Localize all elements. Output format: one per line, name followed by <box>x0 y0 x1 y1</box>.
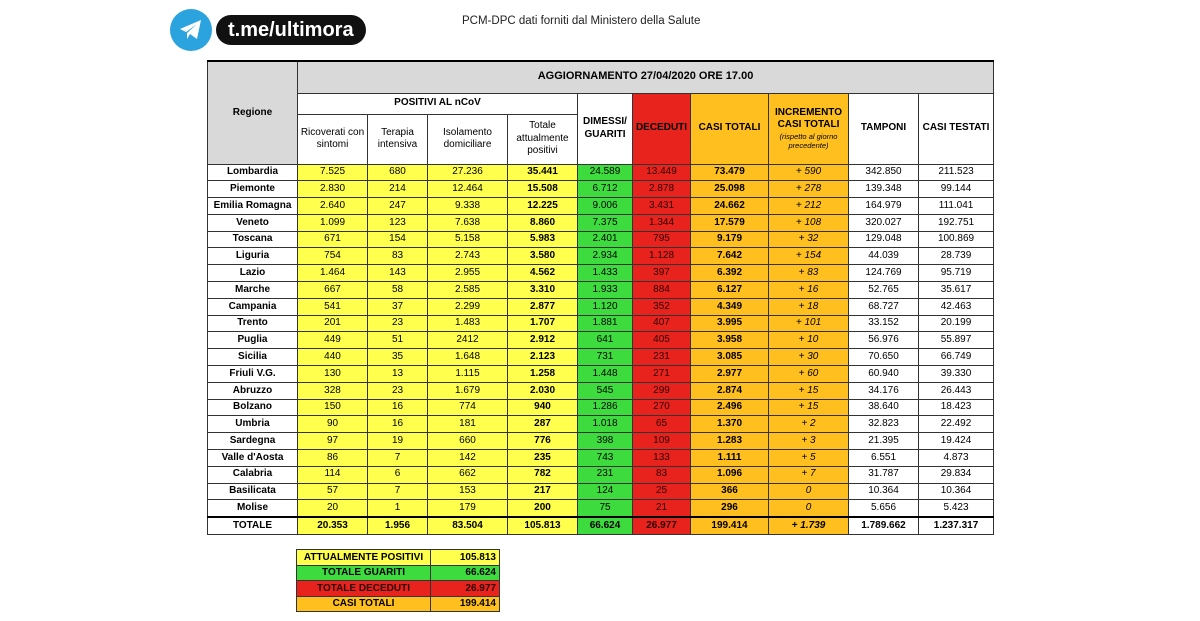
cell-deceduti: 21 <box>633 500 691 517</box>
cell-casi-totali: 24.662 <box>691 198 769 215</box>
cell-ricoverati: 114 <box>298 466 368 483</box>
cell-casi-totali: 9.179 <box>691 231 769 248</box>
header-ricoverati: Ricoverati con sintomi <box>298 114 368 164</box>
cell-tamponi: 32.823 <box>849 416 919 433</box>
cell-terapia: 37 <box>368 298 428 315</box>
cell-incremento: + 101 <box>769 315 849 332</box>
cell-ricoverati: 1.099 <box>298 214 368 231</box>
total-region: TOTALE <box>208 517 298 535</box>
header-casi-testati: CASI TESTATI <box>919 93 994 164</box>
cell-casi-totali: 25.098 <box>691 181 769 198</box>
cell-isolamento: 153 <box>428 483 508 500</box>
total-row <box>208 517 994 535</box>
cell-casi-testati: 22.492 <box>919 416 994 433</box>
total-casi-testati: 1.237.317 <box>919 517 994 535</box>
cell-casi-testati: 111.041 <box>919 198 994 215</box>
cell-tamponi: 52.765 <box>849 282 919 299</box>
cell-deceduti: 884 <box>633 282 691 299</box>
cell-casi-testati: 10.364 <box>919 483 994 500</box>
cell-incremento: + 3 <box>769 433 849 450</box>
cell-casi-testati: 26.443 <box>919 382 994 399</box>
cell-dimessi: 1.933 <box>578 282 633 299</box>
table-title: AGGIORNAMENTO 27/04/2020 ORE 17.00 <box>298 61 994 93</box>
cell-terapia: 13 <box>368 366 428 383</box>
cell-ricoverati: 2.640 <box>298 198 368 215</box>
cell-tamponi: 6.551 <box>849 450 919 467</box>
cell-casi-totali: 3.085 <box>691 349 769 366</box>
cell-region: Umbria <box>208 416 298 433</box>
cell-totale-positivi: 15.508 <box>508 181 578 198</box>
header-dimessi: DIMESSI/ GUARITI <box>578 93 633 164</box>
cell-incremento: + 60 <box>769 366 849 383</box>
table-row <box>208 349 994 366</box>
cell-region: Sardegna <box>208 433 298 450</box>
cell-incremento: + 16 <box>769 282 849 299</box>
cell-incremento: + 2 <box>769 416 849 433</box>
cell-deceduti: 405 <box>633 332 691 349</box>
table-row <box>208 181 994 198</box>
cell-isolamento: 142 <box>428 450 508 467</box>
cell-incremento: + 18 <box>769 298 849 315</box>
cell-isolamento: 7.638 <box>428 214 508 231</box>
table-row <box>208 315 994 332</box>
cell-dimessi: 24.589 <box>578 164 633 181</box>
cell-casi-testati: 95.719 <box>919 265 994 282</box>
cell-casi-totali: 6.392 <box>691 265 769 282</box>
cell-casi-totali: 3.995 <box>691 315 769 332</box>
cell-casi-totali: 4.349 <box>691 298 769 315</box>
summary-label: TOTALE DECEDUTI <box>297 581 431 597</box>
cell-incremento: + 590 <box>769 164 849 181</box>
cell-totale-positivi: 4.562 <box>508 265 578 282</box>
cell-incremento: 0 <box>769 483 849 500</box>
total-totale-positivi: 105.813 <box>508 517 578 535</box>
cell-tamponi: 164.979 <box>849 198 919 215</box>
cell-region: Campania <box>208 298 298 315</box>
summary-label: ATTUALMENTE POSITIVI <box>297 550 431 566</box>
cell-dimessi: 731 <box>578 349 633 366</box>
cell-tamponi: 70.650 <box>849 349 919 366</box>
header-terapia: Terapia intensiva <box>368 114 428 164</box>
cell-dimessi: 2.934 <box>578 248 633 265</box>
cell-dimessi: 124 <box>578 483 633 500</box>
cell-casi-testati: 42.463 <box>919 298 994 315</box>
cell-totale-positivi: 776 <box>508 433 578 450</box>
table-row <box>208 164 994 181</box>
cell-totale-positivi: 2.123 <box>508 349 578 366</box>
cell-casi-testati: 5.423 <box>919 500 994 517</box>
cell-totale-positivi: 2.877 <box>508 298 578 315</box>
cell-dimessi: 1.433 <box>578 265 633 282</box>
cell-terapia: 1 <box>368 500 428 517</box>
cell-region: Piemonte <box>208 181 298 198</box>
cell-dimessi: 1.120 <box>578 298 633 315</box>
cell-terapia: 6 <box>368 466 428 483</box>
cell-casi-testati: 35.617 <box>919 282 994 299</box>
cell-tamponi: 320.027 <box>849 214 919 231</box>
cell-isolamento: 2.299 <box>428 298 508 315</box>
cell-isolamento: 27.236 <box>428 164 508 181</box>
cell-incremento: + 212 <box>769 198 849 215</box>
table-row <box>208 500 994 517</box>
summary-value: 199.414 <box>431 596 500 612</box>
covid-table <box>207 60 994 535</box>
summary-row-totale-guariti <box>297 565 500 581</box>
cell-dimessi: 545 <box>578 382 633 399</box>
cell-totale-positivi: 217 <box>508 483 578 500</box>
total-terapia: 1.956 <box>368 517 428 535</box>
cell-casi-testati: 66.749 <box>919 349 994 366</box>
cell-ricoverati: 130 <box>298 366 368 383</box>
telegram-handle[interactable]: t.me/ultimora <box>216 15 366 45</box>
cell-tamponi: 129.048 <box>849 231 919 248</box>
cell-casi-totali: 6.127 <box>691 282 769 299</box>
cell-isolamento: 2.585 <box>428 282 508 299</box>
cell-tamponi: 38.640 <box>849 399 919 416</box>
cell-deceduti: 1.128 <box>633 248 691 265</box>
cell-tamponi: 33.152 <box>849 315 919 332</box>
cell-casi-totali: 1.111 <box>691 450 769 467</box>
cell-totale-positivi: 2.912 <box>508 332 578 349</box>
cell-dimessi: 743 <box>578 450 633 467</box>
cell-terapia: 58 <box>368 282 428 299</box>
cell-tamponi: 34.176 <box>849 382 919 399</box>
summary-row-totale-deceduti <box>297 581 500 597</box>
source-text: PCM-DPC dati forniti dal Ministero della Salute <box>462 15 701 27</box>
cell-totale-positivi: 200 <box>508 500 578 517</box>
cell-isolamento: 2412 <box>428 332 508 349</box>
cell-totale-positivi: 1.258 <box>508 366 578 383</box>
header-deceduti: DECEDUTI <box>633 93 691 164</box>
table-row <box>208 366 994 383</box>
cell-terapia: 16 <box>368 416 428 433</box>
cell-ricoverati: 7.525 <box>298 164 368 181</box>
cell-totale-positivi: 12.225 <box>508 198 578 215</box>
cell-ricoverati: 754 <box>298 248 368 265</box>
cell-region: Trento <box>208 315 298 332</box>
cell-ricoverati: 90 <box>298 416 368 433</box>
cell-ricoverati: 541 <box>298 298 368 315</box>
table-row <box>208 382 994 399</box>
cell-incremento: + 30 <box>769 349 849 366</box>
cell-terapia: 214 <box>368 181 428 198</box>
cell-terapia: 19 <box>368 433 428 450</box>
cell-tamponi: 342.850 <box>849 164 919 181</box>
cell-totale-positivi: 3.580 <box>508 248 578 265</box>
table-row <box>208 483 994 500</box>
cell-casi-testati: 4.873 <box>919 450 994 467</box>
summary-value: 105.813 <box>431 550 500 566</box>
cell-tamponi: 31.787 <box>849 466 919 483</box>
cell-region: Valle d'Aosta <box>208 450 298 467</box>
cell-incremento: + 83 <box>769 265 849 282</box>
cell-deceduti: 13.449 <box>633 164 691 181</box>
cell-terapia: 123 <box>368 214 428 231</box>
cell-terapia: 23 <box>368 315 428 332</box>
cell-incremento: + 32 <box>769 231 849 248</box>
cell-tamponi: 124.769 <box>849 265 919 282</box>
cell-deceduti: 25 <box>633 483 691 500</box>
cell-isolamento: 12.464 <box>428 181 508 198</box>
cell-isolamento: 1.115 <box>428 366 508 383</box>
cell-terapia: 680 <box>368 164 428 181</box>
cell-tamponi: 60.940 <box>849 366 919 383</box>
cell-casi-totali: 73.479 <box>691 164 769 181</box>
header-casi-totali: CASI TOTALI <box>691 93 769 164</box>
cell-deceduti: 795 <box>633 231 691 248</box>
cell-terapia: 83 <box>368 248 428 265</box>
cell-terapia: 7 <box>368 483 428 500</box>
cell-ricoverati: 2.830 <box>298 181 368 198</box>
summary-label: TOTALE GUARITI <box>297 565 431 581</box>
cell-casi-testati: 192.751 <box>919 214 994 231</box>
cell-casi-testati: 18.423 <box>919 399 994 416</box>
summary-label: CASI TOTALI <box>297 596 431 612</box>
cell-incremento: + 154 <box>769 248 849 265</box>
cell-incremento: + 5 <box>769 450 849 467</box>
cell-dimessi: 1.018 <box>578 416 633 433</box>
table-row <box>208 214 994 231</box>
cell-casi-totali: 2.496 <box>691 399 769 416</box>
cell-totale-positivi: 235 <box>508 450 578 467</box>
cell-casi-testati: 20.199 <box>919 315 994 332</box>
table-row <box>208 231 994 248</box>
cell-terapia: 35 <box>368 349 428 366</box>
summary-value: 66.624 <box>431 565 500 581</box>
cell-region: Emilia Romagna <box>208 198 298 215</box>
total-tamponi: 1.789.662 <box>849 517 919 535</box>
cell-casi-testati: 211.523 <box>919 164 994 181</box>
cell-isolamento: 774 <box>428 399 508 416</box>
cell-region: Sicilia <box>208 349 298 366</box>
cell-terapia: 7 <box>368 450 428 467</box>
telegram-icon <box>170 9 212 51</box>
cell-region: Calabria <box>208 466 298 483</box>
cell-dimessi: 1.881 <box>578 315 633 332</box>
cell-terapia: 143 <box>368 265 428 282</box>
cell-ricoverati: 449 <box>298 332 368 349</box>
total-casi-totali: 199.414 <box>691 517 769 535</box>
cell-casi-totali: 296 <box>691 500 769 517</box>
cell-deceduti: 407 <box>633 315 691 332</box>
cell-ricoverati: 150 <box>298 399 368 416</box>
cell-ricoverati: 20 <box>298 500 368 517</box>
cell-tamponi: 10.364 <box>849 483 919 500</box>
cell-region: Abruzzo <box>208 382 298 399</box>
cell-totale-positivi: 287 <box>508 416 578 433</box>
cell-totale-positivi: 1.707 <box>508 315 578 332</box>
cell-dimessi: 2.401 <box>578 231 633 248</box>
cell-isolamento: 660 <box>428 433 508 450</box>
cell-incremento: + 7 <box>769 466 849 483</box>
summary-box <box>296 549 500 612</box>
cell-deceduti: 1.344 <box>633 214 691 231</box>
table-row <box>208 298 994 315</box>
cell-region: Friuli V.G. <box>208 366 298 383</box>
table-row <box>208 433 994 450</box>
total-incremento: + 1.739 <box>769 517 849 535</box>
table-row <box>208 466 994 483</box>
cell-casi-totali: 1.370 <box>691 416 769 433</box>
cell-dimessi: 6.712 <box>578 181 633 198</box>
cell-region: Bolzano <box>208 399 298 416</box>
cell-isolamento: 1.648 <box>428 349 508 366</box>
header-totale-positivi: Totale attualmente positivi <box>508 114 578 164</box>
cell-casi-testati: 29.834 <box>919 466 994 483</box>
cell-casi-testati: 39.330 <box>919 366 994 383</box>
cell-deceduti: 2.878 <box>633 181 691 198</box>
cell-isolamento: 1.483 <box>428 315 508 332</box>
cell-deceduti: 65 <box>633 416 691 433</box>
summary-value: 26.977 <box>431 581 500 597</box>
cell-casi-totali: 1.096 <box>691 466 769 483</box>
cell-ricoverati: 1.464 <box>298 265 368 282</box>
cell-dimessi: 9.006 <box>578 198 633 215</box>
cell-dimessi: 231 <box>578 466 633 483</box>
cell-casi-totali: 1.283 <box>691 433 769 450</box>
cell-casi-totali: 7.642 <box>691 248 769 265</box>
cell-deceduti: 3.431 <box>633 198 691 215</box>
header-regione: Regione <box>208 61 298 164</box>
cell-region: Puglia <box>208 332 298 349</box>
cell-casi-totali: 17.579 <box>691 214 769 231</box>
cell-terapia: 16 <box>368 399 428 416</box>
cell-casi-totali: 3.958 <box>691 332 769 349</box>
header-incremento-sub: (rispetto al giorno precedente) <box>779 131 838 150</box>
cell-terapia: 51 <box>368 332 428 349</box>
cell-dimessi: 7.375 <box>578 214 633 231</box>
cell-casi-totali: 2.977 <box>691 366 769 383</box>
telegram-badge[interactable] <box>170 9 366 51</box>
cell-region: Lazio <box>208 265 298 282</box>
cell-isolamento: 2.743 <box>428 248 508 265</box>
cell-casi-testati: 28.739 <box>919 248 994 265</box>
cell-deceduti: 299 <box>633 382 691 399</box>
cell-isolamento: 662 <box>428 466 508 483</box>
cell-totale-positivi: 8.860 <box>508 214 578 231</box>
cell-terapia: 154 <box>368 231 428 248</box>
header-incremento-label: INCREMENTO CASI TOTALI <box>774 106 843 131</box>
cell-tamponi: 44.039 <box>849 248 919 265</box>
cell-region: Basilicata <box>208 483 298 500</box>
cell-terapia: 23 <box>368 382 428 399</box>
cell-ricoverati: 671 <box>298 231 368 248</box>
table-row <box>208 265 994 282</box>
cell-region: Lombardia <box>208 164 298 181</box>
cell-totale-positivi: 5.983 <box>508 231 578 248</box>
table-row <box>208 282 994 299</box>
cell-incremento: 0 <box>769 500 849 517</box>
header-isolamento: Isolamento domiciliare <box>428 114 508 164</box>
cell-region: Molise <box>208 500 298 517</box>
cell-deceduti: 270 <box>633 399 691 416</box>
cell-deceduti: 271 <box>633 366 691 383</box>
cell-tamponi: 5.656 <box>849 500 919 517</box>
cell-tamponi: 139.348 <box>849 181 919 198</box>
cell-region: Toscana <box>208 231 298 248</box>
table-row <box>208 198 994 215</box>
cell-casi-testati: 55.897 <box>919 332 994 349</box>
header-tamponi: TAMPONI <box>849 93 919 164</box>
total-deceduti: 26.977 <box>633 517 691 535</box>
cell-tamponi: 21.395 <box>849 433 919 450</box>
cell-deceduti: 133 <box>633 450 691 467</box>
cell-tamponi: 56.976 <box>849 332 919 349</box>
cell-terapia: 247 <box>368 198 428 215</box>
total-isolamento: 83.504 <box>428 517 508 535</box>
header-positivi-group: POSITIVI AL nCoV <box>298 93 578 114</box>
cell-deceduti: 397 <box>633 265 691 282</box>
table-row <box>208 416 994 433</box>
cell-totale-positivi: 940 <box>508 399 578 416</box>
cell-casi-testati: 100.869 <box>919 231 994 248</box>
summary-row-attualmente-positivi <box>297 550 500 566</box>
cell-deceduti: 83 <box>633 466 691 483</box>
cell-totale-positivi: 782 <box>508 466 578 483</box>
cell-casi-totali: 2.874 <box>691 382 769 399</box>
table-row <box>208 332 994 349</box>
cell-incremento: + 278 <box>769 181 849 198</box>
cell-deceduti: 352 <box>633 298 691 315</box>
total-ricoverati: 20.353 <box>298 517 368 535</box>
table-row <box>208 399 994 416</box>
table-body <box>208 164 994 517</box>
cell-incremento: + 15 <box>769 382 849 399</box>
cell-isolamento: 179 <box>428 500 508 517</box>
cell-isolamento: 9.338 <box>428 198 508 215</box>
cell-ricoverati: 667 <box>298 282 368 299</box>
header-incremento <box>769 93 849 164</box>
cell-dimessi: 75 <box>578 500 633 517</box>
cell-isolamento: 2.955 <box>428 265 508 282</box>
cell-ricoverati: 440 <box>298 349 368 366</box>
cell-totale-positivi: 35.441 <box>508 164 578 181</box>
table-row <box>208 248 994 265</box>
cell-incremento: + 15 <box>769 399 849 416</box>
cell-deceduti: 231 <box>633 349 691 366</box>
cell-dimessi: 641 <box>578 332 633 349</box>
summary-row-casi-totali <box>297 596 500 612</box>
cell-dimessi: 1.448 <box>578 366 633 383</box>
cell-region: Marche <box>208 282 298 299</box>
cell-isolamento: 1.679 <box>428 382 508 399</box>
cell-region: Veneto <box>208 214 298 231</box>
cell-incremento: + 108 <box>769 214 849 231</box>
total-dimessi: 66.624 <box>578 517 633 535</box>
cell-ricoverati: 328 <box>298 382 368 399</box>
cell-region: Liguria <box>208 248 298 265</box>
cell-dimessi: 1.286 <box>578 399 633 416</box>
cell-isolamento: 181 <box>428 416 508 433</box>
table-row <box>208 450 994 467</box>
cell-totale-positivi: 2.030 <box>508 382 578 399</box>
cell-tamponi: 68.727 <box>849 298 919 315</box>
cell-deceduti: 109 <box>633 433 691 450</box>
cell-dimessi: 398 <box>578 433 633 450</box>
cell-casi-testati: 19.424 <box>919 433 994 450</box>
cell-isolamento: 5.158 <box>428 231 508 248</box>
cell-ricoverati: 201 <box>298 315 368 332</box>
cell-casi-testati: 99.144 <box>919 181 994 198</box>
cell-ricoverati: 97 <box>298 433 368 450</box>
cell-incremento: + 10 <box>769 332 849 349</box>
cell-ricoverati: 57 <box>298 483 368 500</box>
cell-casi-totali: 366 <box>691 483 769 500</box>
cell-ricoverati: 86 <box>298 450 368 467</box>
cell-totale-positivi: 3.310 <box>508 282 578 299</box>
